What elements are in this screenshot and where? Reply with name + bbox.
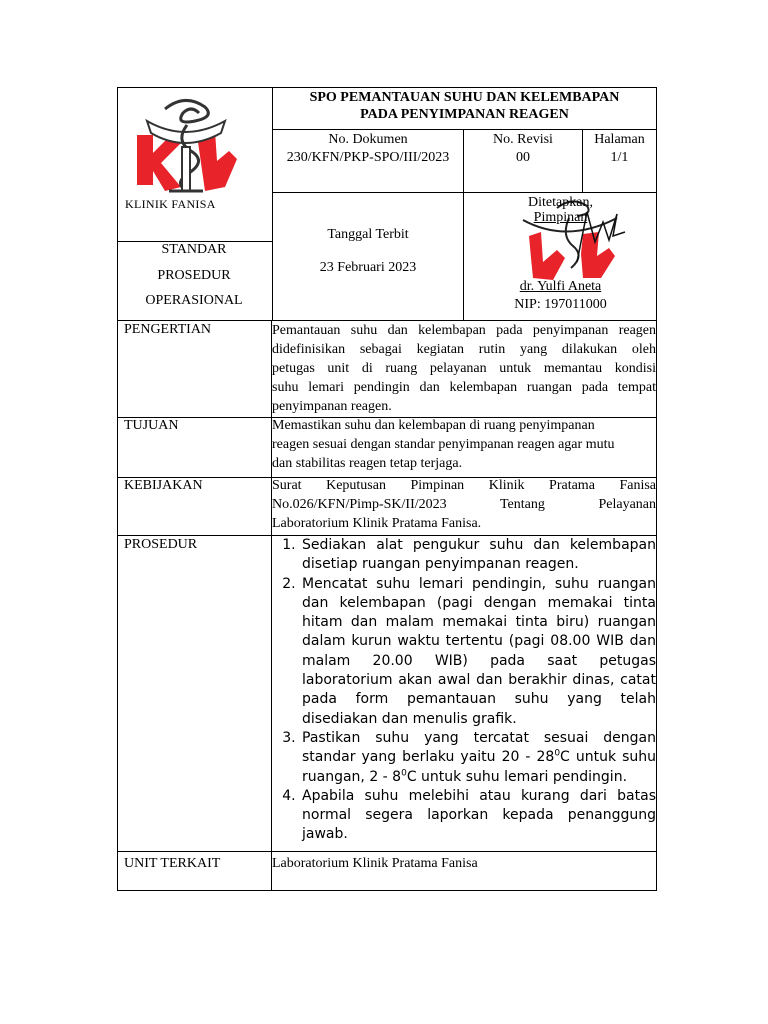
kebijakan-line: Laboratorium Klinik Pratama Fanisa. [272,516,482,531]
kebijakan-line: Surat Keputusan Pimpinan Klinik Pratama Fanisa [272,478,656,493]
clinic-name: KLINIK FANISA [125,197,216,211]
kebijakan-label: KEBIJAKAN [124,478,203,493]
page-value: 1/1 [610,150,629,165]
signer-nip: NIP: 197011000 [514,297,607,312]
document-title-line2: PADA PENYIMPANAN REAGEN [360,107,569,122]
unit-terkait-value: Laboratorium Klinik Pratama Fanisa [272,856,478,871]
prosedur-label: PROSEDUR [124,537,198,552]
pengertian-line: suhu lemari pendingin dan kelembapan ruangan pada tempat [272,380,656,395]
pengertian-line: Pemantauan suhu dan kelembapan pada penyimpanan reagen [272,323,656,338]
prosedur-steps [274,536,656,849]
tujuan-label: TUJUAN [124,418,179,433]
sop-label-line1: STANDAR [161,242,227,257]
prosedur-step-4: 4. Apabila suhu melebihi atau kurang dari batas normal segera laporkan kepada penanggung jawab. [300,787,656,845]
pengertian-line: petugas unit di ruang pelayanan untuk memantau kondisi [272,361,656,376]
prosedur-step-3 [300,729,656,787]
issue-date-label: Tanggal Terbit [327,227,409,242]
prosedur-step-1: 1. Sediakan alat pengukur suhu dan kelembapan disetiap ruangan penyimpanan reagen. [300,536,656,575]
tujuan-line: reagen sesuai dengan standar penyimpanan reagen agar mutu [272,437,615,452]
step3-text-b: C untuk suhu ruangan, 2 - 8 [302,749,656,785]
degree-sup: 0 [554,748,561,759]
pengertian-line: penyimpanan reagen. [272,399,392,414]
step3-text-c: C untuk suhu lemari pendingin. [406,768,628,785]
pengertian-label: PENGERTIAN [124,322,212,337]
approved-label: Ditetapkan, [528,195,593,210]
sop-label-line3: OPERASIONAL [145,293,243,308]
issue-date-value: 23 Februari 2023 [319,260,417,275]
revision-value: 00 [516,150,530,165]
prosedur-step-2: 2. Mencatat suhu lemari pendingin, suhu ruangan dan kelembapan (pagi dengan memakai tinta hitam dan malam memakai tinta biru) ruangan dalam kurun waktu tertentu (pagi 08.00 WIB dan malam 20.00 WIB) pada saat petugas laboratorium akan awal dan berakhir dinas, catat pada form pemantauan suhu yang telah disediakan dan menulis grafik. [300,575,656,729]
signer-name: dr. Yulfi Aneta [519,279,602,294]
degree-sup: 0 [401,767,407,778]
document-title-line1: SPO PEMANTAUAN SUHU DAN KELEMBAPAN [309,90,620,105]
doc-number-label: No. Dokumen [328,132,408,147]
sop-label-line2: PROSEDUR [157,268,231,283]
step3-text-a: Pastikan suhu yang tercatat sesuai dengan standar yang berlaku yaitu 20 - 28 [302,729,656,766]
revision-label: No. Revisi [493,132,553,147]
unit-terkait-label: UNIT TERKAIT [124,856,221,871]
page-label: Halaman [594,132,645,147]
pengertian-line: didefinisikan sebagai kegiatan rutin yang dilakukan oleh [272,342,656,357]
spo-document [117,87,657,891]
tujuan-line: Memastikan suhu dan kelembapan di ruang penyimpanan [272,418,595,433]
kebijakan-line: No.026/KFN/Pimp-SK/II/2023 Tentang Pelayanan [272,497,656,512]
approved-title: Pimpinan [533,210,588,225]
tujuan-line: dan stabilitas reagen tetap terjaga. [272,456,463,471]
doc-number-value: 230/KFN/PKP-SPO/III/2023 [286,150,450,165]
